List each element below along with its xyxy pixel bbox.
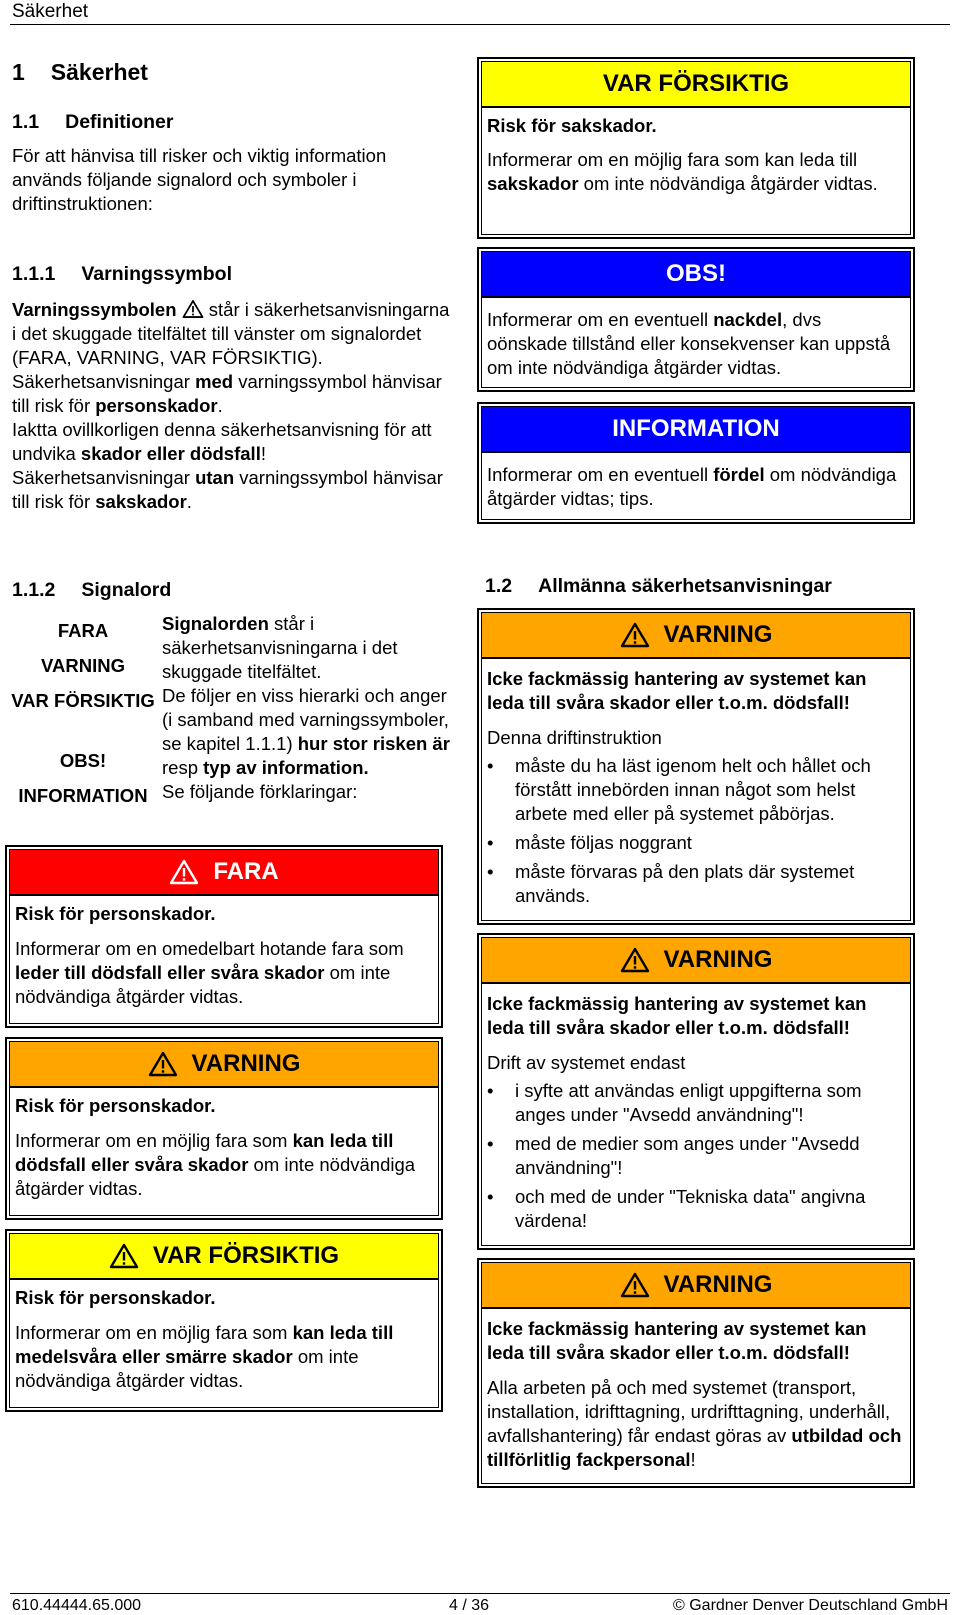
- general-warning-1: [477, 608, 915, 925]
- general-warning-2: [477, 933, 915, 1250]
- section-number: 1: [12, 59, 25, 85]
- signal-word-information: INFORMATION: [18, 785, 148, 806]
- list-item: • och med de under "Tekniska data" angivna värdena!: [515, 1185, 905, 1233]
- varning-title-band: VARNING: [482, 938, 910, 984]
- warning-symbol-text: [12, 298, 452, 514]
- warning-lead: Icke fackmässig hantering av systemet kan leda till svåra skador eller t.o.m. dödsfall!: [487, 1318, 867, 1363]
- header-divider: [10, 24, 950, 25]
- warning-intro: Drift av systemet endast: [487, 1052, 686, 1073]
- section-1-1-2-heading: [12, 578, 171, 602]
- observe-paragraph: Iaktta ovillkorligen denna säkerhetsanvisning för att undvika skador eller dödsfall!: [12, 419, 432, 464]
- varning-risk: Risk för personskador.: [15, 1095, 216, 1116]
- warning-triangle-icon: [182, 299, 204, 319]
- without-symbol-paragraph: Säkerhetsanvisningar utan varningssymbol hänvisar till risk för sakskador.: [12, 467, 443, 512]
- information-text: Informerar om en eventuell fördel om nödvändiga åtgärder vidtas; tips.: [487, 464, 897, 509]
- information-box: [477, 402, 915, 524]
- section-number: 1.1: [12, 111, 40, 133]
- warning-triangle-icon: [620, 947, 650, 973]
- list-item: • måste förvaras på den plats där systemet används.: [515, 860, 905, 908]
- list-item: • måste du ha läst igenom helt och hållet och förstått innebörden innan något som helst arbete med eller på systemet påbörjas.: [515, 754, 905, 826]
- var-forsiktig-person-box: [5, 1229, 443, 1412]
- section-title: Allmänna säkerhetsanvisningar: [538, 575, 832, 597]
- signal-word-obs: OBS!: [59, 750, 107, 771]
- list-item: • måste följas noggrant: [515, 831, 905, 855]
- fara-risk: Risk för personskador.: [15, 903, 216, 924]
- warning-triangle-icon: [169, 859, 199, 885]
- section-1-2-heading: [485, 574, 832, 598]
- page-number: 4 / 36: [449, 1597, 490, 1614]
- warning-triangle-icon: [109, 1243, 139, 1269]
- warning-triangle-icon: [148, 1051, 178, 1077]
- fara-box: [5, 845, 443, 1028]
- section-title: Säkerhet: [50, 59, 148, 85]
- with-symbol-paragraph: Säkerhetsanvisningar med varningssymbol hänvisar till risk för personskador.: [12, 371, 442, 416]
- section-title: Definitioner: [65, 111, 174, 133]
- varning-title-band: VARNING: [482, 1263, 910, 1309]
- section-number: 1.2: [485, 575, 513, 597]
- varning-title-band: VARNING: [482, 613, 910, 659]
- var-forsiktig-risk: Risk för personskador.: [15, 1287, 216, 1308]
- warning-lead: Icke fackmässig hantering av systemet kan leda till svåra skador eller t.o.m. dödsfall!: [487, 993, 867, 1038]
- varning-text: Informerar om en möjlig fara som kan leda till dödsfall eller svåra skador om inte nödvändiga åtgärder vidtas.: [15, 1130, 416, 1199]
- signal-word-var-forsiktig: VAR FÖRSIKTIG: [11, 690, 155, 711]
- section-number: 1.1.2: [12, 579, 56, 601]
- fara-title-band: FARA: [10, 850, 438, 896]
- var-forsiktig-property-box: [477, 57, 915, 239]
- warning-list: [487, 754, 905, 908]
- warning-triangle-icon: [620, 1272, 650, 1298]
- section-title: Signalord: [81, 579, 172, 601]
- section-title: Varningssymbol: [81, 263, 233, 285]
- section-1-1-heading: [12, 110, 173, 134]
- var-forsiktig-title-band: VAR FÖRSIKTIG: [10, 1234, 438, 1280]
- running-header: Säkerhet: [12, 1, 89, 22]
- signal-words-description: Signalorden står i säkerhetsanvisningarna i det skuggade titelfältet. De följer en viss hierarki och anger (i samband med varningssymboler, se kapitel 1.1.1) hur stor risken är resp typ av information. Se följande förklaringar:: [162, 613, 450, 802]
- company-copyright: © Gardner Denver Deutschland GmbH: [672, 1597, 948, 1614]
- list-item: • med de medier som anges under "Avsedd användning"!: [515, 1132, 905, 1180]
- section-1-heading: [12, 58, 148, 86]
- warning-lead: Icke fackmässig hantering av systemet kan leda till svåra skador eller t.o.m. dödsfall!: [487, 668, 867, 713]
- obs-text: Informerar om en eventuell nackdel, dvs oönskade tillstånd eller konsekvenser kan uppstå om inte nödvändiga åtgärder vidtas.: [487, 309, 891, 378]
- list-item: • i syfte att användas enligt uppgifterna som anges under "Avsedd användning"!: [515, 1079, 905, 1127]
- warning-text: Alla arbeten på och med systemet (transport, installation, idrifttagning, urdrifttagning, underhåll, avfallshantering) får endast göras av utbildad och tillförlitlig fackpersonal!: [487, 1377, 902, 1470]
- information-title-band: INFORMATION: [482, 407, 910, 453]
- fara-text: Informerar om en omedelbart hotande fara som leder till dödsfall eller svåra skador om inte nödvändiga åtgärder vidtas.: [15, 938, 404, 1007]
- var-forsiktig-title-band: VAR FÖRSIKTIG: [482, 62, 910, 108]
- obs-box: [477, 247, 915, 392]
- general-warning-3: [477, 1258, 915, 1488]
- warning-list: [487, 1079, 905, 1233]
- varning-title-band: VARNING: [10, 1042, 438, 1088]
- section-1-1-1-heading: [12, 262, 232, 286]
- warning-intro: Denna driftinstruktion: [487, 727, 662, 748]
- section-number: 1.1.1: [12, 263, 56, 285]
- var-forsiktig-text: Informerar om en möjlig fara som kan leda till sakskador om inte nödvändiga åtgärder vidtas.: [487, 149, 878, 194]
- obs-title-band: OBS!: [482, 252, 910, 298]
- signal-word-varning: VARNING: [41, 655, 125, 676]
- varning-box: [5, 1037, 443, 1220]
- footer-divider: [10, 1593, 950, 1594]
- var-forsiktig-text: Informerar om en möjlig fara som kan leda till medelsvåra eller smärre skador om inte nödvändiga åtgärder vidtas.: [15, 1322, 394, 1391]
- definitions-intro: För att hänvisa till risker och viktig information används följande signalord och symboler i driftinstruktionen:: [12, 145, 387, 214]
- document-number: 610.44444.65.000: [12, 1597, 142, 1614]
- var-forsiktig-risk: Risk för sakskador.: [487, 115, 657, 136]
- warning-triangle-icon: [620, 622, 650, 648]
- warning-symbol-paragraph: Varningssymbolen står i säkerhetsanvisningarna i det skuggade titelfältet till vänster om signalordet (FARA, VARNING, VAR FÖRSIKTIG).: [12, 299, 450, 368]
- signal-word-fara: FARA: [57, 620, 109, 641]
